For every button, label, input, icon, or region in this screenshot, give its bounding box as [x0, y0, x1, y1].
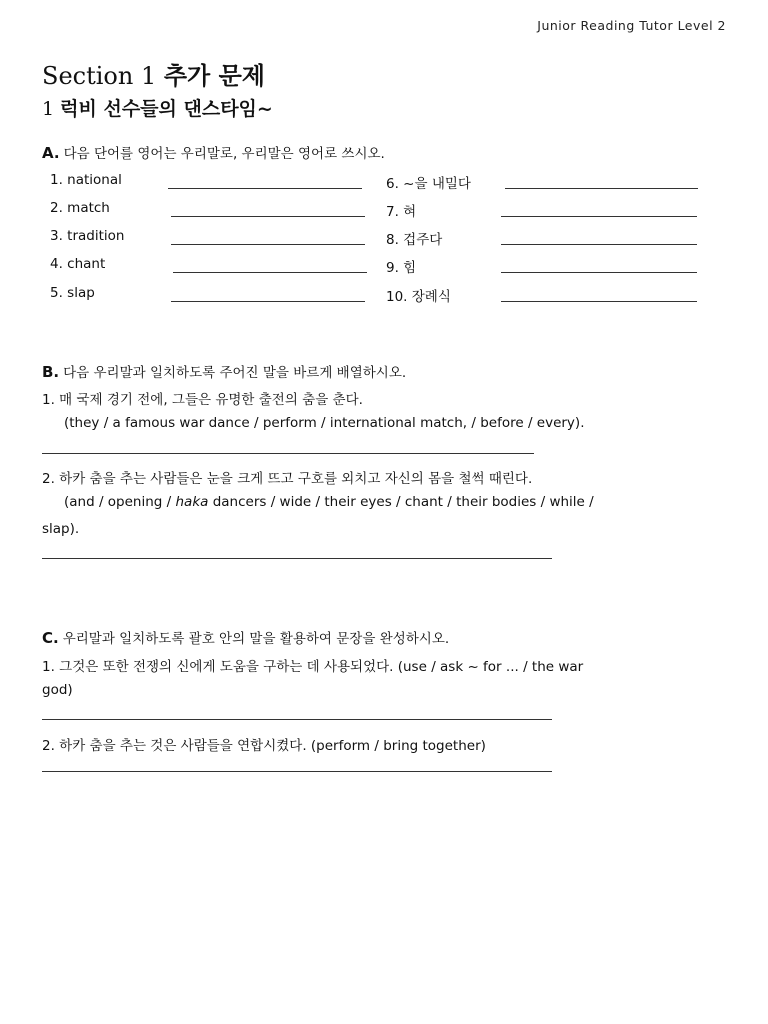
section-prefix: Section 1	[42, 62, 157, 90]
part-c-instruction	[42, 627, 449, 647]
vocab-blank-4[interactable]	[173, 272, 367, 273]
vocab-item-9: 9. 힘	[386, 260, 417, 276]
part-c-letter: C.	[42, 629, 59, 647]
vocab-item-3: 3. tradition	[50, 228, 125, 244]
answer-line-c1[interactable]	[42, 719, 552, 720]
lesson-title	[42, 94, 273, 121]
vocab-item-4: 4. chant	[50, 256, 106, 272]
vocab-blank-5[interactable]	[171, 301, 365, 302]
part-a-instruction	[42, 142, 385, 162]
vocab-blank-9[interactable]	[501, 272, 697, 273]
section-title	[42, 56, 265, 91]
answer-line-b2[interactable]	[42, 558, 552, 559]
answer-line-b1[interactable]	[42, 453, 534, 454]
vocab-item-2: 2. match	[50, 200, 110, 216]
part-a-letter: A.	[42, 144, 60, 162]
vocab-blank-10[interactable]	[501, 301, 697, 302]
part-a-instruction-text: 다음 단어를 영어는 우리말로, 우리말은 영어로 쓰시오.	[63, 146, 385, 162]
part-b-hint-2-continued: slap).	[42, 521, 80, 537]
hint-2-italic: haka	[175, 494, 209, 510]
part-c-question-2: 2. 하카 춤을 추는 것은 사람들을 연합시켰다. (perform / bring together)	[42, 738, 486, 754]
vocab-blank-2[interactable]	[171, 216, 365, 217]
vocab-item-8: 8. 겁주다	[386, 232, 443, 248]
part-b-question-1: 1. 매 국제 경기 전에, 그들은 유명한 출전의 춤을 춘다.	[42, 392, 363, 408]
vocab-blank-3[interactable]	[171, 244, 365, 245]
part-b-letter: B.	[42, 363, 60, 381]
vocab-blank-6[interactable]	[505, 188, 698, 189]
part-b-instruction	[42, 361, 406, 381]
part-c-instruction-text: 우리말과 일치하도록 괄호 안의 말을 활용하여 문장을 완성하시오.	[62, 631, 450, 647]
part-b-instruction-text: 다음 우리말과 일치하도록 주어진 말을 바르게 배열하시오.	[63, 365, 407, 381]
lesson-number: 1	[42, 98, 55, 120]
vocab-blank-8[interactable]	[501, 244, 697, 245]
section-title-text: 추가 문제	[163, 62, 265, 90]
hint-2-part-b: dancers / wide / their eyes / chant / their bodies / while /	[208, 494, 594, 510]
vocab-item-5: 5. slap	[50, 285, 95, 301]
part-b-hint-2	[64, 494, 594, 510]
part-c-question-1-continued: god)	[42, 682, 73, 698]
vocab-blank-7[interactable]	[501, 216, 697, 217]
vocab-item-7: 7. 혀	[386, 204, 417, 220]
lesson-title-text: 럭비 선수들의 댄스타임~	[60, 98, 273, 120]
vocab-item-6: 6. ~을 내밀다	[386, 176, 471, 192]
vocab-blank-1[interactable]	[168, 188, 362, 189]
hint-2-part-a: (and / opening /	[64, 494, 176, 510]
vocab-item-10: 10. 장례식	[386, 289, 451, 305]
vocab-item-1: 1. national	[50, 172, 122, 188]
part-c-question-1: 1. 그것은 또한 전쟁의 신에게 도움을 구하는 데 사용되었다. (use / ask ~ for ... / the war	[42, 659, 584, 675]
part-b-hint-1: (they / a famous war dance / perform / international match, / before / every).	[64, 415, 585, 431]
page-header: Junior Reading Tutor Level 2	[537, 18, 726, 33]
answer-line-c2[interactable]	[42, 771, 552, 772]
part-b-question-2: 2. 하카 춤을 추는 사람들은 눈을 크게 뜨고 구호를 외치고 자신의 몸을 철썩 때린다.	[42, 471, 533, 487]
